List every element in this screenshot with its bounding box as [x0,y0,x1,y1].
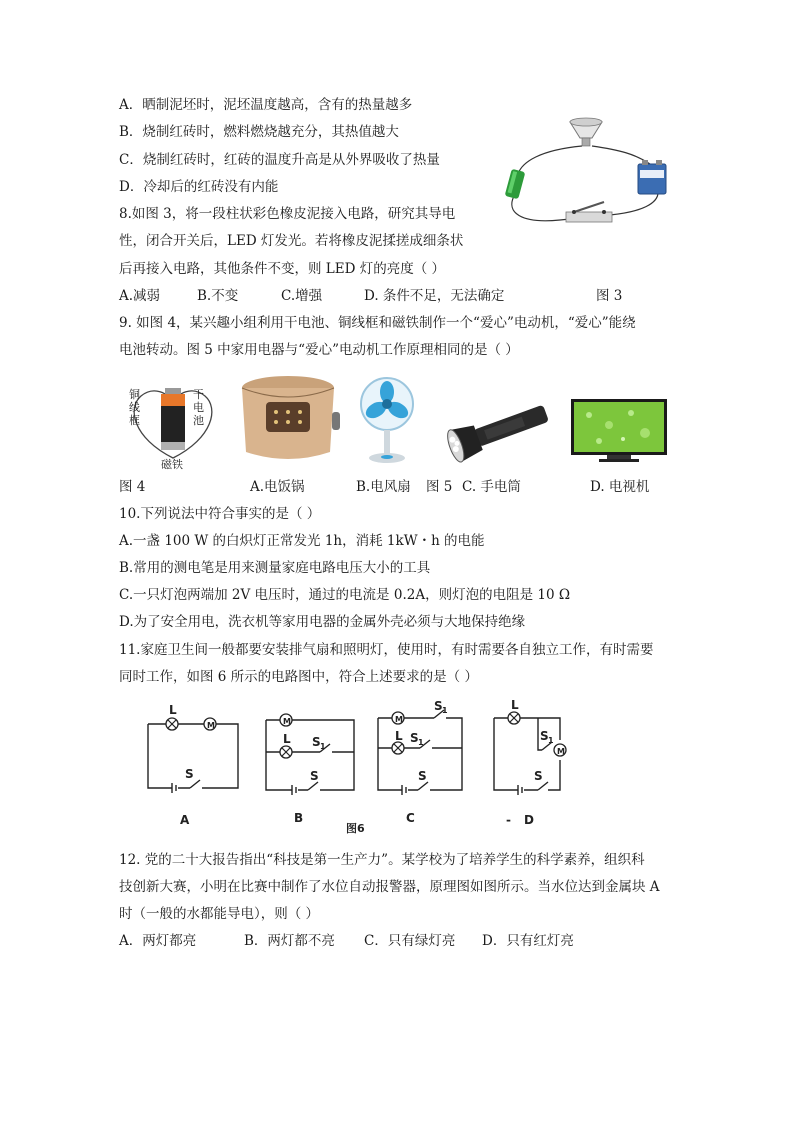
heart-label-left-1: 铜 [129,388,140,401]
label-s1-sub-c-top: 1 [442,706,448,715]
circuit-d-label: D [524,813,534,827]
circuit-d [494,718,560,795]
label-s1-sub-b: 1 [320,742,326,751]
label-l-b: L [283,732,291,746]
q9-stem-line-2: 电池转动。图 5 中家用电器与“爱心”电动机工作原理相同的是（ ） [119,342,519,358]
q8-stem-line-2: 性，闭合开关后，LED 灯发光。若将橡皮泥揉搓成细条状 [119,233,464,249]
heart-label-bottom: 磁铁 [161,458,183,470]
television-icon [569,397,669,465]
label-m-d: M [557,747,565,756]
lamp-symbol-icon [508,712,520,724]
battery-icon [161,388,185,450]
circuit-b [266,720,354,795]
heart-label-right-3: 池 [193,414,204,427]
label-s-c: S [418,769,427,783]
figure-5-caption: 图 5 [426,479,453,495]
figure-4-heart-motor [123,378,223,470]
flashlight-icon [446,403,554,463]
label-l-c: L [395,729,403,743]
plasticine-cylinder-icon [505,169,526,200]
q9-option-b: B.电风扇 [356,479,411,495]
heart-label-right-2: 电 [193,401,204,414]
q10-option-a: A.一盏 100 W 的白炽灯正常发光 1h，消耗 1kW・h 的电能 [119,533,485,549]
figure-3-circuit [500,112,680,242]
circuit-a-label: A [180,813,190,827]
label-s-d: S [534,769,543,783]
lamp-symbol-icon [166,718,178,730]
q8-option-c: C.增强 [281,288,323,304]
switch-icon [566,202,612,222]
label-m-b: M [283,717,291,726]
battery-icon [638,160,666,194]
label-s1-sub-d: 1 [548,736,554,745]
q8-option-a: A.减弱 [119,288,161,304]
rice-cooker-icon [236,372,344,467]
figure-4-caption: 图 4 [119,479,146,495]
q10-option-d: D.为了安全用电，洗衣机等家用电器的金属外壳必须与大地保持绝缘 [119,614,526,630]
heart-label-left-2: 线 [129,401,140,414]
label-s-a: S [185,767,194,781]
q8-stem-line-1: 8.如图 3，将一段柱状彩色橡皮泥接入电路，研究其导电 [119,206,456,222]
led-lamp-icon [570,118,602,146]
label-m-a: M [207,721,215,730]
q9-option-a: A.电饭锅 [250,479,305,495]
label-l-d: L [511,700,519,712]
q10-stem: 10.下列说法中符合事实的是（ ） [119,506,321,522]
figure-6-caption: 图6 [346,822,365,835]
q7-option-b: B．烧制红砖时，燃料燃烧越充分，其热值越大 [119,124,399,140]
label-l-a: L [169,703,177,717]
q8-stem-line-3: 后再接入电路，其他条件不变，则 LED 灯的亮度（ ） [119,261,446,277]
q11-stem-line-1: 11.家庭卫生间一般都要安装排气扇和照明灯，使用时，有时需要各自独立工作，有时需要 [119,642,654,658]
q12-option-c: C．只有绿灯亮 [364,933,456,949]
circuit-a [148,724,238,793]
label-m-c: M [395,715,403,724]
circuit-c-label: C [406,811,415,825]
label-s1-sub-c: 1 [418,738,424,747]
circuit-d-dash: - [506,813,511,827]
q12-option-d: D．只有红灯亮 [482,933,574,949]
circuit-b-label: B [294,811,304,825]
q9-option-c: C. 手电筒 [462,479,521,495]
q9-stem-line-1: 9. 如图 4，某兴趣小组利用干电池、铜线框和磁铁制作一个“爱心”电动机，“爱心”能绕 [119,315,636,331]
q12-option-b: B．两灯都不亮 [244,933,335,949]
q12-stem-line-1: 12. 党的二十大报告指出“科技是第一生产力”。某学校为了培养学生的科学素养，组织科 [119,852,645,868]
figure-6-circuits [138,700,568,840]
electric-fan-icon [358,376,416,466]
q8-option-d: D. 条件不足，无法确定 [364,288,505,304]
q10-option-c: C.一只灯泡两端加 2V 电压时，通过的电流是 0.2A，则灯泡的电阻是 10 Ω [119,587,571,603]
q10-option-b: B.常用的测电笔是用来测量家庭电路电压大小的工具 [119,560,431,576]
label-s-b: S [310,769,319,783]
label-s1-c: S [410,731,419,745]
q12-stem-line-3: 时（一般的水都能导电），则（ ） [119,906,320,922]
q7-option-c: C．烧制红砖时，红砖的温度升高是从外界吸收了热量 [119,152,440,168]
q7-option-d: D．冷却后的红砖没有内能 [119,179,279,195]
lamp-symbol-icon [280,746,292,758]
q8-option-b: B.不变 [197,288,239,304]
label-s1-d: S [540,729,549,743]
q7-option-a: A．晒制泥坯时，泥坯温度越高，含有的热量越多 [119,97,413,113]
heart-label-left-3: 框 [129,414,140,427]
label-s1-b: S [312,735,321,749]
q11-stem-line-2: 同时工作，如图 6 所示的电路图中，符合上述要求的是（ ） [119,669,478,685]
q9-option-d: D. 电视机 [590,479,650,495]
heart-label-right-1: 干 [193,388,204,401]
lamp-symbol-icon [392,742,404,754]
q12-stem-line-2: 技创新大赛，小明在比赛中制作了水位自动报警器，原理图如图所示。当水位达到金属块 A [119,879,660,895]
q12-option-a: A．两灯都亮 [119,933,197,949]
label-s-c-top: S [434,700,443,713]
figure-3-caption: 图 3 [596,288,623,304]
